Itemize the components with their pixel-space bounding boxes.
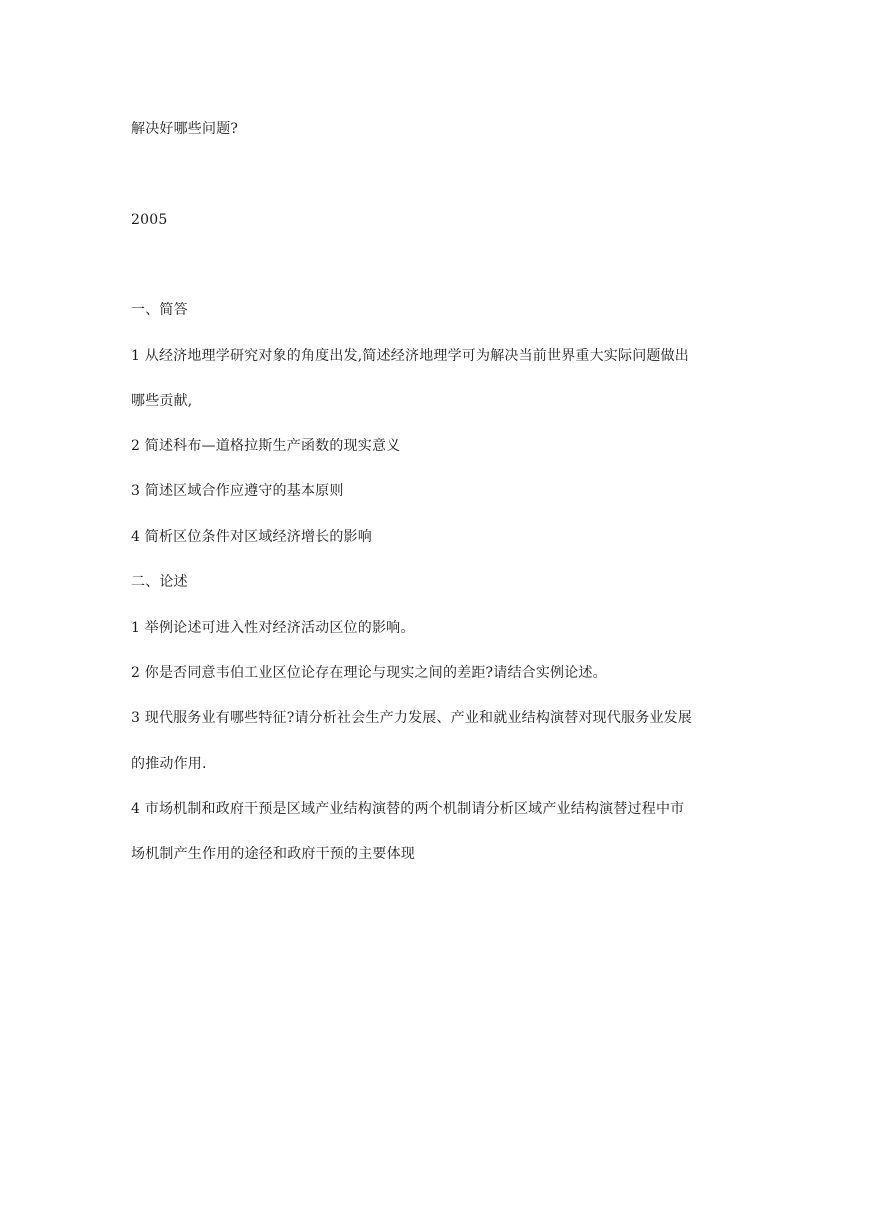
section1-item-2: 2 简述科布—道格拉斯生产函数的现实意义 — [131, 438, 401, 454]
section2-item-2: 2 你是否同意韦伯工业区位论存在理论与现实之间的差距?请结合实例论述。 — [131, 665, 607, 681]
section2-item-3-line2: 的推动作用. — [131, 756, 207, 772]
section1-item-1-line1: 1 从经济地理学研究对象的角度出发,简述经济地理学可为解决当前世界重大实际问题做出 — [131, 348, 690, 364]
section2-heading: 二、论述 — [131, 574, 188, 590]
section2-item-3-line1: 3 现代服务业有哪些特征?请分析社会生产力发展、产业和就业结构演替对现代服务业发展 — [131, 710, 693, 726]
section1-item-4: 4 简析区位条件对区域经济增长的影响 — [131, 529, 372, 545]
section1-item-3: 3 简述区域合作应遵守的基本原则 — [131, 483, 344, 499]
year-heading: 2005 — [131, 212, 168, 228]
section2-item-1: 1 举例论述可进入性对经济活动区位的影响。 — [131, 620, 415, 636]
section2-item-4-line2: 场机制产生作用的途径和政府干预的主要体现 — [131, 846, 415, 862]
section1-item-1-line2: 哪些贡献, — [131, 393, 193, 409]
lead-line: 解决好哪些问题? — [131, 121, 239, 137]
section1-heading: 一、简答 — [131, 302, 188, 318]
section2-item-4-line1: 4 市场机制和政府干预是区域产业结构演替的两个机制请分析区域产业结构演替过程中市 — [131, 801, 685, 817]
